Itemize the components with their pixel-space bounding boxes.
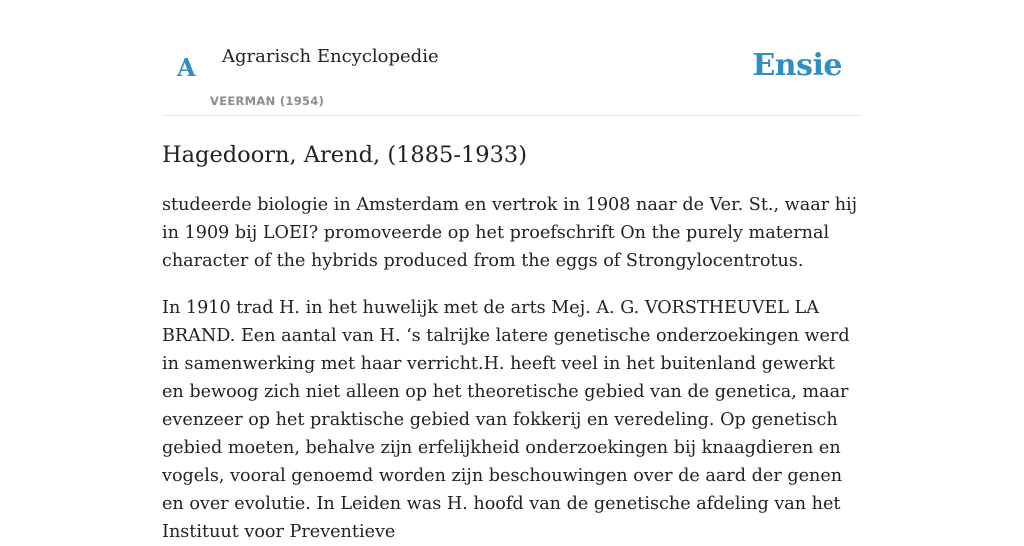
entry-paragraph-2: In 1910 trad H. in het huwelijk met de arts Mej. A. G. VORSTHEUVEL LA BRAND. Een aantal van H. ‘s talrijke latere genetische onderzoekingen werd in samenwerking met haar verricht.H. heeft veel in het buitenland gewerkt en bewoog zich niet alleen op het theoretische gebied van de genetica, maar evenzeer op het praktische gebied van fokkerij en veredeling. Op genetisch gebied moeten, behalve zijn erfelijkheid onderzoekingen bij knaagdieren en vogels, vooral genoemd worden zijn beschouwingen over de aard der genen en over evolutie. In Leiden was H. hoofd van de genetische afdeling van het Instituut voor Preventieve [162,298,850,542]
entry-title: Hagedoorn, Arend, (1885-1933) [162,142,527,168]
book-subtitle: VEERMAN (1954) [210,94,325,108]
header [162,0,862,116]
page [162,0,862,546]
entry-paragraph-1: studeerde biologie in Amsterdam en vertrok in 1908 naar de Ver. St., waar hij in 1909 bij LOEI? promoveerde op het proefschrift On the purely maternal character of the hybrids produced from the eggs of Strongylocentrotus. [162,195,858,271]
brand-logo[interactable]: Ensie [752,48,842,83]
letter-index-link[interactable]: A [177,53,196,82]
book-title-link[interactable]: Agrarisch Encyclopedie [222,46,439,67]
